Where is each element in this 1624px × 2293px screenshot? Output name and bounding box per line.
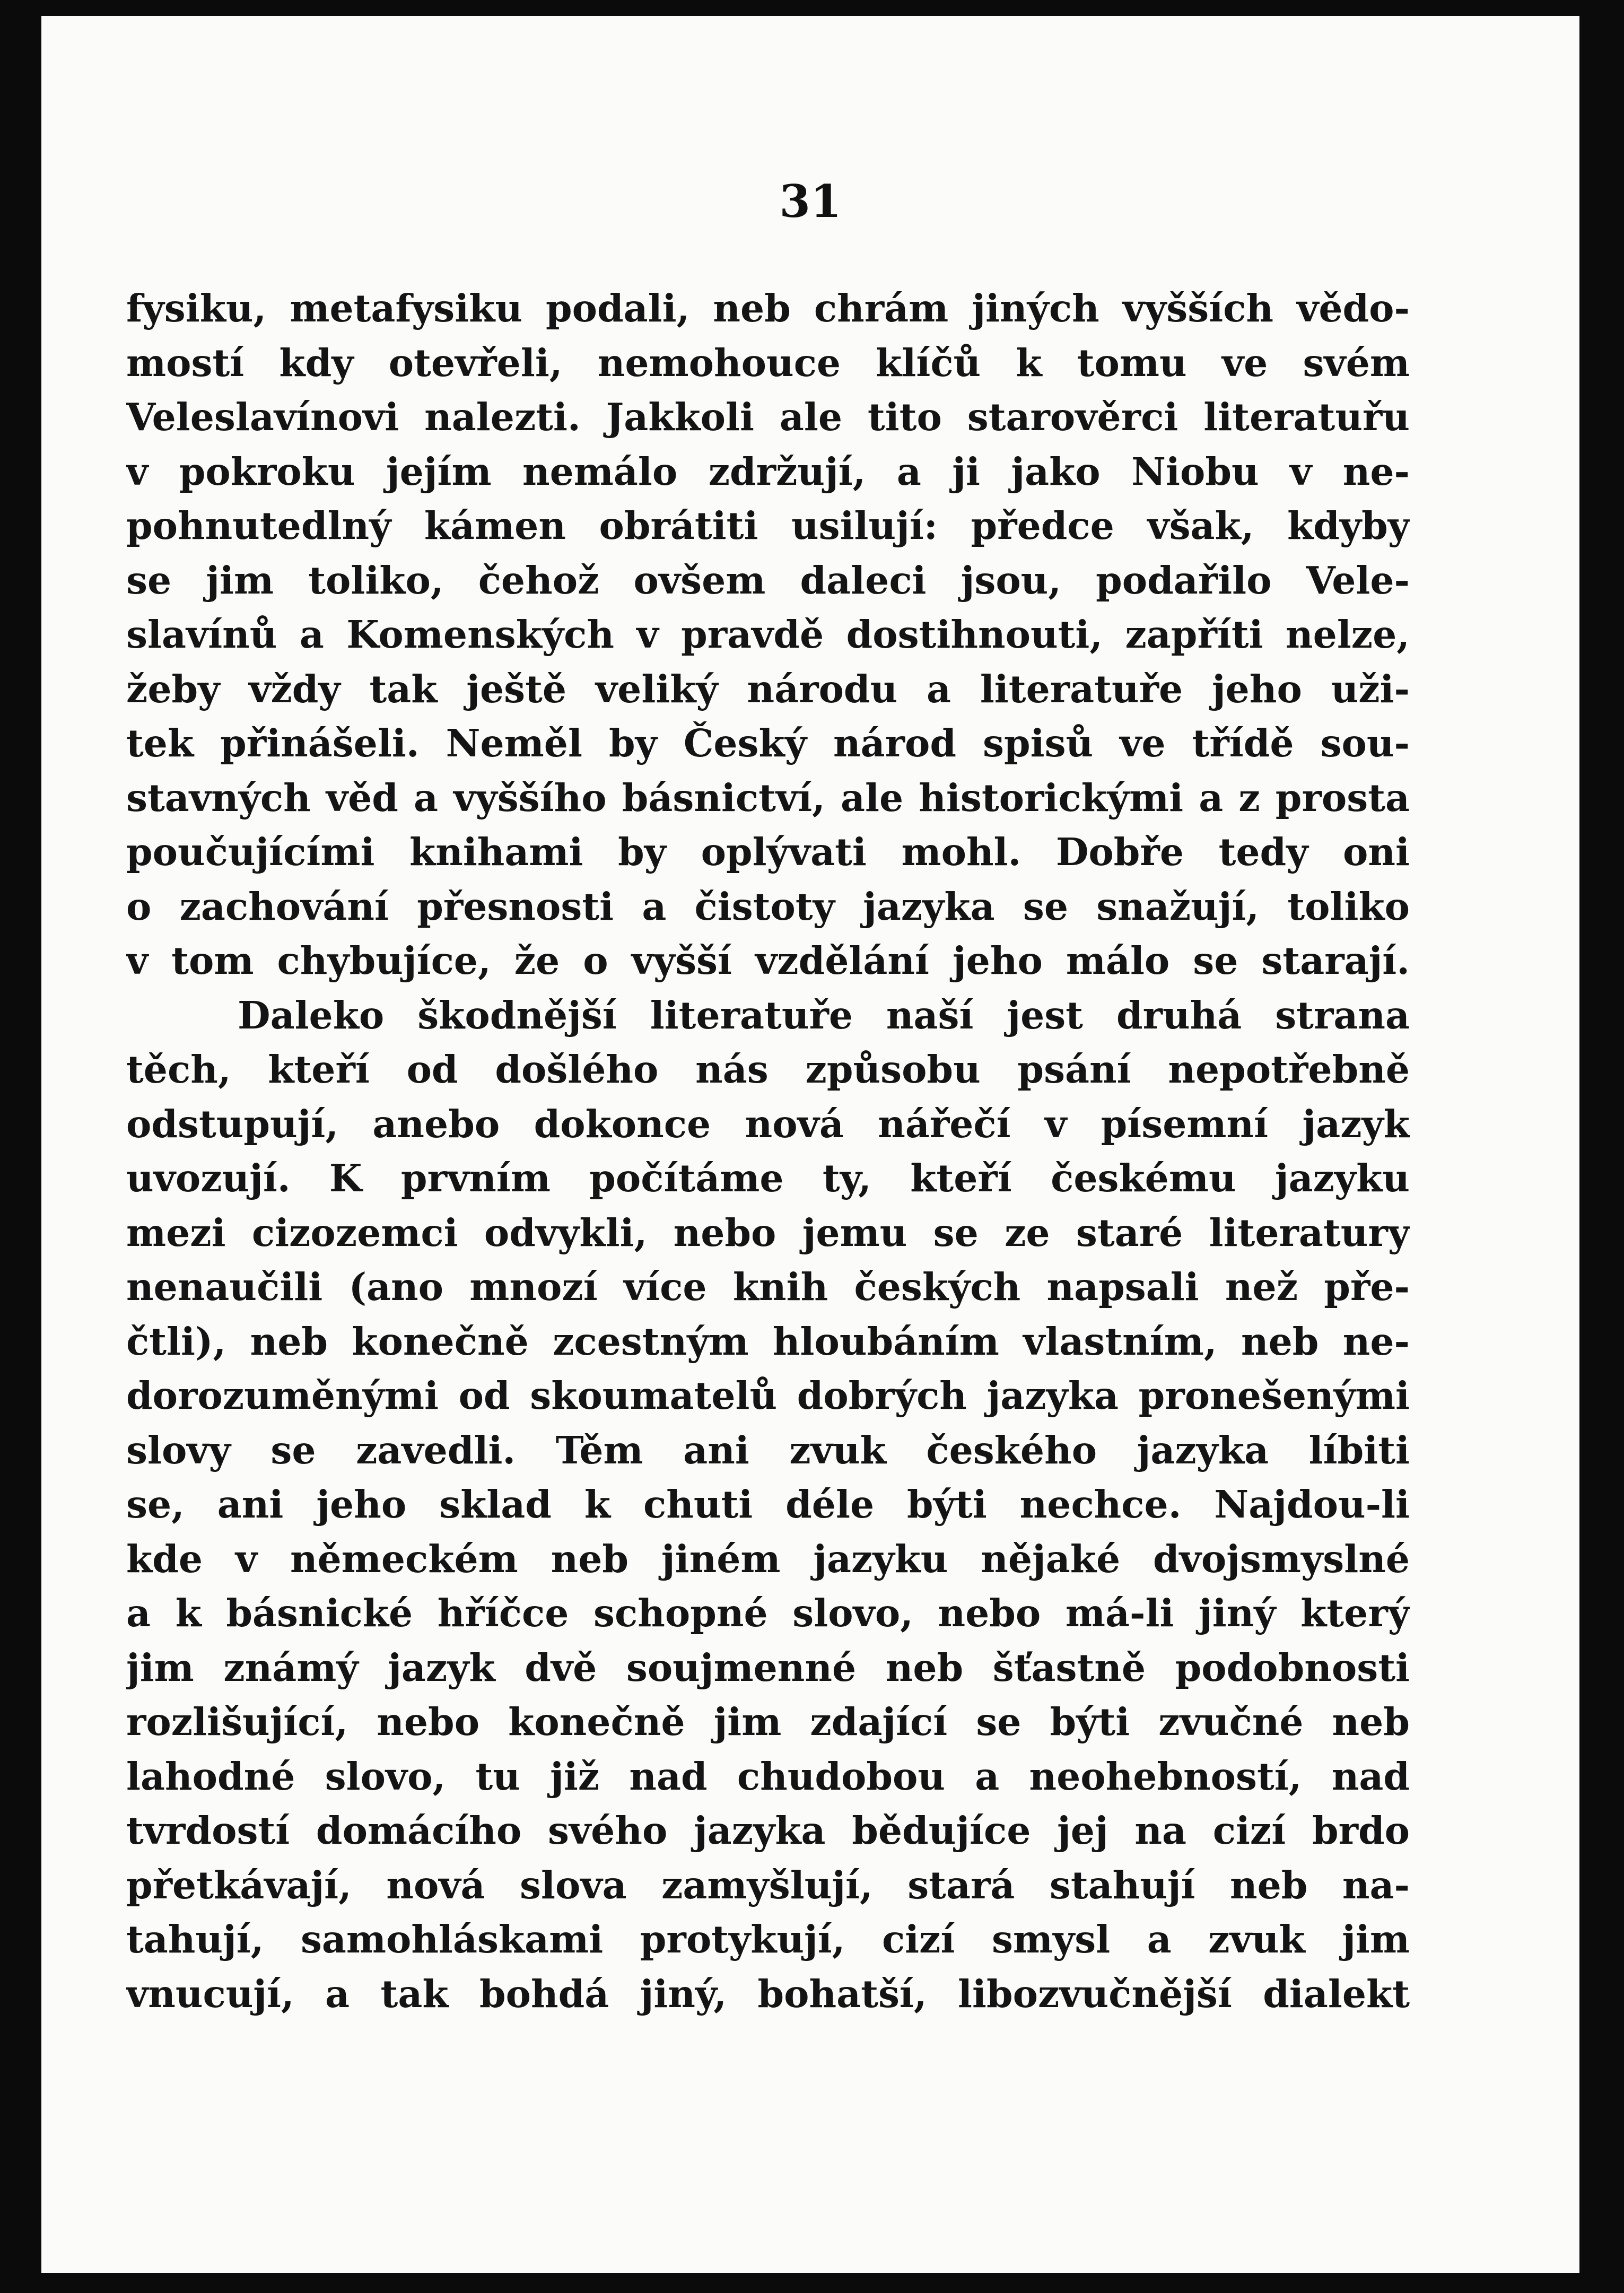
text-line: slovy se zavedli. Těm ani zvuk českého jazyka líbiti <box>126 1427 1410 1472</box>
book-page <box>41 16 1579 2273</box>
text-line: se jim toliko, čehož ovšem daleci jsou, podařilo Vele- <box>126 557 1410 603</box>
text-line: tahují, samohláskami protykují, cizí smysl a zvuk jim <box>126 1917 1410 1961</box>
text-line: fysiku, metafysiku podali, neb chrám jiných vyšších vědo- <box>126 286 1410 330</box>
text-line: přetkávají, nová slova zamyšlují, stará stahují neb na- <box>126 1862 1410 1907</box>
text-line: poučujícími knihami by oplývati mohl. Dobře tedy oni <box>126 830 1410 874</box>
text-line: tek přinášeli. Neměl by Český národ spisů ve třídě sou- <box>126 721 1410 765</box>
text-line: jim známý jazyk dvě soujmenné neb šťastně podobnosti <box>126 1645 1410 1690</box>
text-line: se, ani jeho sklad k chuti déle býti nechce. Najdou-li <box>126 1482 1410 1527</box>
text-line: lahodné slovo, tu již nad chudobou a neohebností, nad <box>126 1754 1410 1799</box>
text-line: a k básnické hříčce schopné slovo, nebo má-li jiný který <box>126 1591 1410 1635</box>
text-line: uvozují. K prvním počítáme ty, kteří českému jazyku <box>126 1156 1410 1200</box>
text-line: čtli), neb konečně zcestným hloubáním vlastním, neb ne- <box>126 1319 1410 1364</box>
text-line: žeby vždy tak ještě veliký národu a literatuře jeho uži- <box>126 666 1410 711</box>
paragraph-first-line: Daleko škodnější literatuře naší jest druhá strana <box>238 992 1410 1037</box>
text-line: mezi cizozemci odvykli, nebo jemu se ze staré literatury <box>126 1210 1410 1255</box>
text-line: dorozuměnými od skoumatelů dobrých jazyka pronešenými <box>126 1373 1410 1418</box>
text-line: Veleslavínovi nalezti. Jakkoli ale tito starověrci literatuřu <box>126 395 1410 439</box>
text-line: nenaučili (ano mnozí více knih českých napsali než pře- <box>126 1265 1410 1309</box>
text-line: kde v německém neb jiném jazyku nějaké dvojsmyslné <box>126 1536 1410 1581</box>
body-text <box>126 281 1410 2021</box>
text-line: vnucují, a tak bohdá jiný, bohatší, libozvučnější dialekt <box>126 1971 1410 2016</box>
text-line: rozlišující, nebo konečně jim zdající se býti zvučné neb <box>126 1699 1410 1744</box>
text-line: tvrdostí domácího svého jazyka bědujíce jej na cizí brdo <box>126 1808 1410 1853</box>
text-line: odstupují, anebo dokonce nová nářečí v písemní jazyk <box>126 1101 1410 1146</box>
text-line: pohnutedlný kámen obrátiti usilují: předce však, kdyby <box>126 503 1410 548</box>
text-line: mostí kdy otevřeli, nemohouce klíčů k tomu ve svém <box>126 340 1410 385</box>
text-line: v pokroku jejím nemálo zdržují, a ji jako Niobu v ne- <box>126 449 1410 494</box>
text-line: o zachování přesnosti a čistoty jazyka se snažují, toliko <box>126 884 1410 929</box>
text-line: slavínů a Komenských v pravdě dostihnouti, zapříti nelze, <box>126 612 1410 657</box>
text-line: v tom chybujíce, že o vyšší vzdělání jeho málo se starají. <box>126 938 1410 983</box>
text-line: stavných věd a vyššího básnictví, ale historickými a z prosta <box>126 775 1410 820</box>
page-number: 31 <box>779 175 842 228</box>
text-line: těch, kteří od došlého nás způsobu psání nepotřebně <box>126 1047 1410 1092</box>
